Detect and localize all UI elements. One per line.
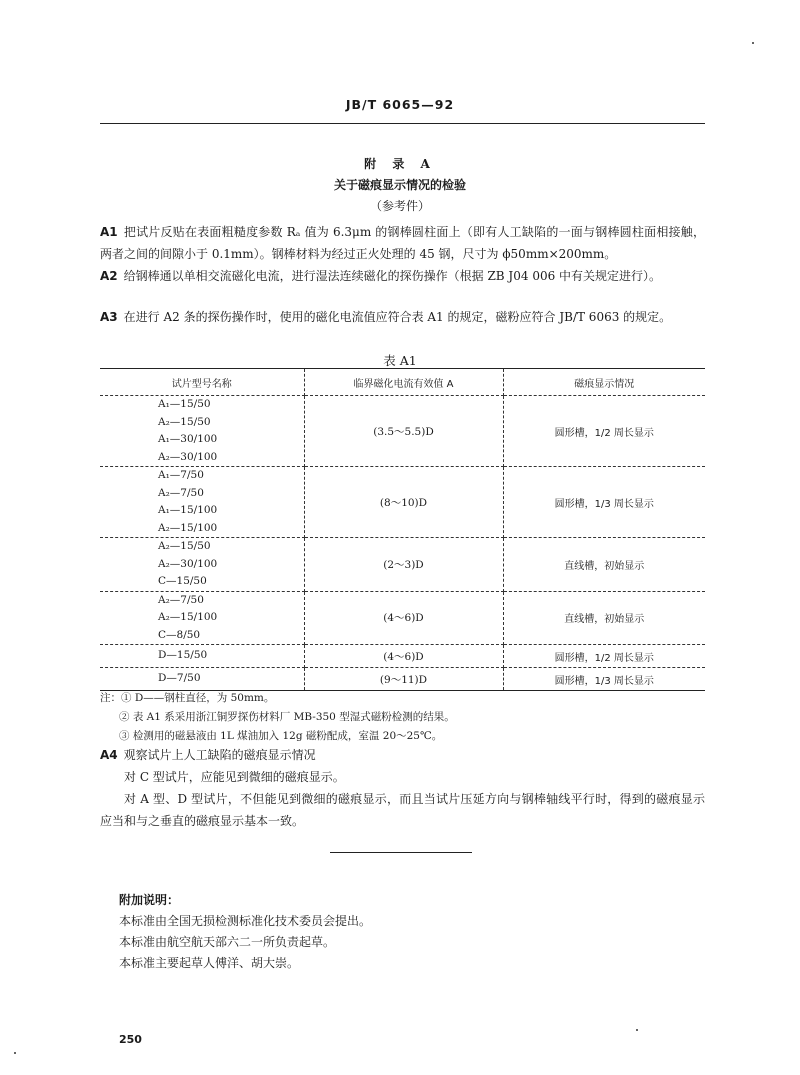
current-value: (4～6)D [304, 645, 503, 668]
clause-a1-label: A1 [100, 225, 118, 239]
model-name: D—15/50 [158, 649, 208, 662]
model-name: A₂—15/100 [158, 521, 218, 534]
table-header-cell: 磁痕显示情况 [503, 369, 705, 396]
clause-a4-para2: 对 A 型、D 型试片，不但能见到微细的磁痕显示，而且当试片压延方向与钢棒轴线平行时，得到的磁痕显示应当和与之垂直的磁痕显示基本一致。 [100, 792, 705, 828]
note-item: ③ 检测用的磁悬液由 1L 煤油加入 12g 磁粉配成，室温 20～25℃。 [119, 730, 443, 742]
table-row [100, 591, 705, 645]
table-row [100, 467, 705, 538]
table-row [100, 645, 705, 668]
model-list [100, 591, 304, 645]
current-value: (9～11)D [304, 668, 503, 691]
clause-a3-label: A3 [100, 310, 118, 324]
appendix-label: 附 录 A [364, 157, 436, 171]
clause-a4-para1: 对 C 型试片，应能见到微细的磁痕显示。 [124, 770, 345, 784]
current-value: (4～6)D [304, 591, 503, 645]
model-name: C—15/50 [158, 575, 207, 587]
additional-heading: 附加说明： [119, 893, 180, 907]
clause-a4 [100, 744, 705, 766]
clause-a3 [100, 306, 705, 328]
appendix-subtitle: （参考件） [369, 199, 430, 213]
scan-speck [752, 42, 754, 44]
scan-speck [636, 1029, 638, 1031]
display-result: 直线槽，初始显示 [503, 591, 705, 645]
clause-a2 [100, 265, 705, 287]
model-list [100, 645, 304, 668]
scan-speck [14, 1052, 16, 1054]
standard-number: JB/T 6065—92 [345, 97, 455, 112]
additional-notes [119, 890, 371, 974]
display-result: 直线槽，初始显示 [503, 538, 705, 592]
display-result: 圆形槽，1/3 周长显示 [503, 668, 705, 691]
clause-a3-text: 在进行 A2 条的探伤操作时，使用的磁化电流值应符合表 A1 的规定，磁粉应符合 JB/T 6063 的规定。 [123, 310, 672, 324]
additional-line: 本标准由全国无损检测标准化技术委员会提出。 [119, 914, 372, 928]
table-row [100, 668, 705, 691]
table-row [100, 396, 705, 467]
table-notes [100, 689, 705, 746]
model-list [100, 538, 304, 592]
table-header-cell: 临界磁化电流有效值 A [304, 369, 503, 396]
clause-a4-heading: 观察试片上人工缺陷的磁痕显示情况 [123, 748, 316, 762]
note-item: ② 表 A1 系采用浙江铜罗探伤材料厂 MB-350 型湿式磁粉检测的结果。 [119, 711, 455, 723]
clause-a2-label: A2 [100, 269, 118, 283]
model-name: A₁—30/100 [158, 433, 218, 445]
model-name: A₂—15/50 [158, 540, 211, 552]
model-name: A₁—15/100 [158, 504, 218, 516]
display-result: 圆形槽，1/2 周长显示 [503, 396, 705, 467]
model-name: A₂—7/50 [158, 486, 204, 499]
table-header-row [100, 369, 705, 396]
model-list [100, 396, 304, 467]
clause-a1-text: 把试片反贴在表面粗糙度参数 Rₐ 值为 6.3μm 的钢棒圆柱面上（即有人工缺陷的一面与钢棒圆柱面相接触，两者之间的间隙小于 0.1mm）。钢棒材料为经过正火处理的 45 钢，尺寸为 ϕ50mm×200mm。 [100, 225, 705, 261]
table-a1 [100, 368, 705, 691]
display-result: 圆形槽，1/3 周长显示 [503, 467, 705, 538]
model-name: A₂—15/100 [158, 611, 218, 623]
model-name: C—8/50 [158, 628, 201, 641]
current-value: (2～3)D [304, 538, 503, 592]
end-rule [330, 852, 472, 853]
note-item: ① D——钢柱直径，为 50mm。 [121, 692, 275, 704]
model-name: A₂—15/50 [158, 415, 211, 428]
table-row [100, 538, 705, 592]
clause-a4-label: A4 [100, 748, 118, 762]
clause-a1 [100, 221, 705, 265]
appendix-title: 关于磁痕显示情况的检验 [333, 178, 466, 192]
model-name: A₁—15/50 [158, 398, 211, 410]
model-list [100, 668, 304, 691]
model-list [100, 467, 304, 538]
additional-line: 本标准由航空航天部六二一所负责起草。 [119, 935, 336, 949]
model-name: A₂—30/100 [158, 557, 218, 570]
current-value: (3.5～5.5)D [304, 396, 503, 467]
current-value: (8～10)D [304, 467, 503, 538]
display-result: 圆形槽，1/2 周长显示 [503, 645, 705, 668]
clause-a2-text: 给钢棒通以单相交流磁化电流，进行湿法连续磁化的探伤操作（根据 ZB J04 006 中有关规定进行）。 [123, 269, 662, 283]
table-header-cell: 试片型号名称 [100, 369, 304, 396]
notes-label: 注： [100, 692, 121, 704]
table-caption: 表 A1 [383, 353, 417, 368]
page-number: 250 [119, 1033, 142, 1046]
additional-line: 本标准主要起草人傅洋、胡大崇。 [119, 956, 300, 970]
model-name: A₁—7/50 [158, 469, 204, 481]
model-name: A₂—7/50 [158, 593, 204, 606]
header-rule [100, 123, 705, 124]
model-name: D—7/50 [158, 672, 201, 685]
model-name: A₂—30/100 [158, 450, 218, 463]
